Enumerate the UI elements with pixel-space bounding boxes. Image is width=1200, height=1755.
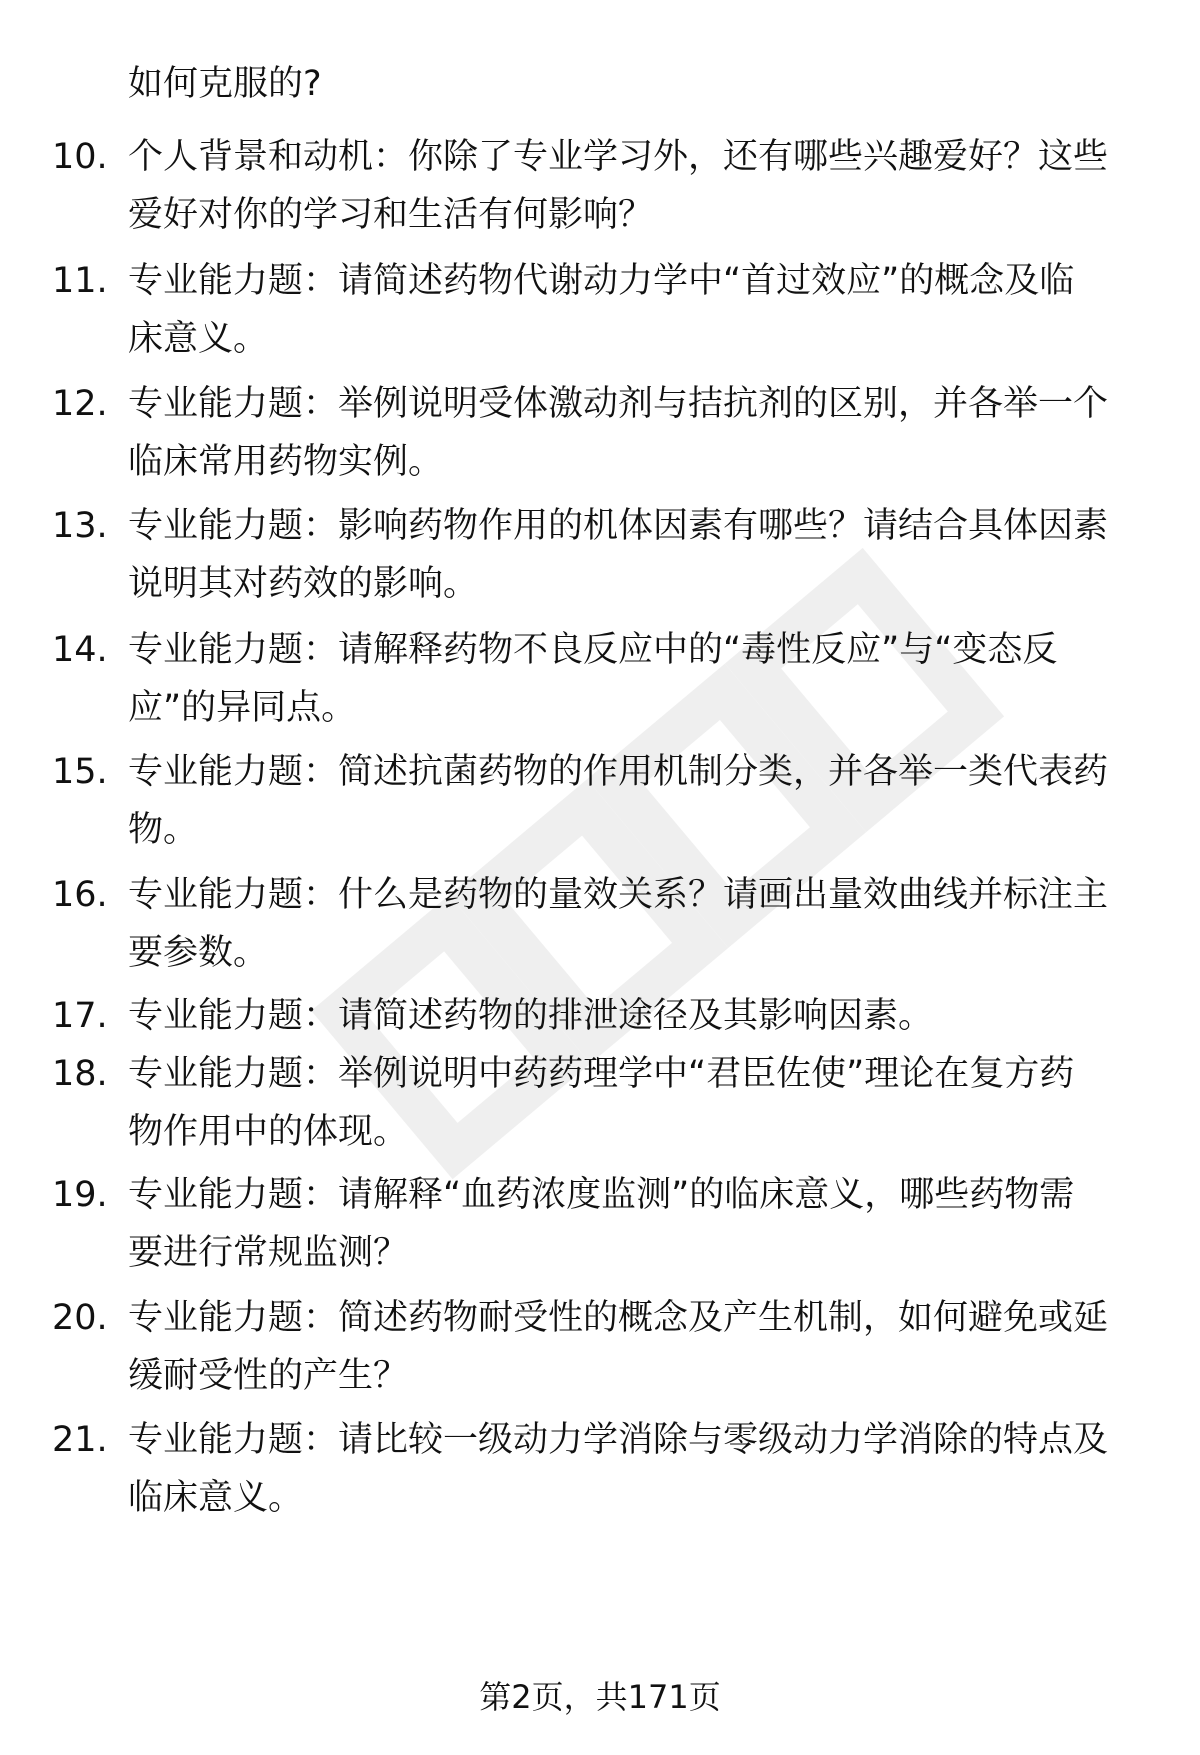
question-text-line: 专业能力题：请解释“血药浓度监测”的临床意义，哪些药物需 — [128, 1175, 1075, 1215]
question-number: 15. — [52, 752, 108, 792]
question-text-line: 专业能力题：请简述药物的排泄途径及其影响因素。 — [128, 996, 934, 1036]
question-text — [128, 1166, 1138, 1282]
question-number: 20. — [52, 1298, 108, 1338]
question-text-line: 个人背景和动机：你除了专业学习外，还有哪些兴趣爱好？这些 — [128, 137, 1109, 177]
question-text — [128, 1411, 1138, 1527]
question-text — [128, 128, 1138, 244]
question-text — [128, 621, 1138, 737]
question-number: 19. — [52, 1175, 108, 1215]
question-text-line: 专业能力题：请简述药物代谢动力学中“首过效应”的概念及临 — [128, 261, 1075, 301]
question-text — [128, 866, 1138, 982]
question-number: 21. — [52, 1420, 108, 1460]
question-text-line: 临床意义。 — [128, 1478, 304, 1518]
question-number: 14. — [52, 630, 108, 670]
question-text-line: 专业能力题：举例说明受体激动剂与拮抗剂的区别，并各举一个 — [128, 384, 1109, 424]
question-text — [128, 497, 1138, 613]
question-text-line: 临床常用药物实例。 — [128, 442, 444, 482]
question-text-line: 专业能力题：简述药物耐受性的概念及产生机制，如何避免或延 — [128, 1298, 1109, 1338]
question-number: 10. — [52, 137, 108, 177]
question-text-line: 物作用中的体现。 — [128, 1112, 409, 1152]
question-number: 12. — [52, 384, 108, 424]
question-number: 16. — [52, 875, 108, 915]
question-text — [128, 1045, 1138, 1161]
question-number: 13. — [52, 506, 108, 546]
question-text-line: 要进行常规监测？ — [128, 1233, 409, 1273]
question-text-line: 专业能力题：影响药物作用的机体因素有哪些？请结合具体因素 — [128, 506, 1109, 546]
question-text — [128, 375, 1138, 491]
question-text-line: 应”的异同点。 — [128, 688, 357, 728]
continuation-text: 如何克服的? — [128, 64, 322, 104]
question-text-line: 专业能力题：什么是药物的量效关系？请画出量效曲线并标注主 — [128, 875, 1109, 915]
question-text-line: 说明其对药效的影响。 — [128, 564, 479, 604]
question-number: 17. — [52, 996, 108, 1036]
question-text — [128, 987, 1138, 1045]
question-text-line: 要参数。 — [128, 933, 269, 973]
question-number: 11. — [52, 261, 108, 301]
question-text-line: 床意义。 — [128, 319, 269, 359]
question-text-line: 爱好对你的学习和生活有何影响？ — [128, 195, 654, 235]
question-text-line: 专业能力题：请比较一级动力学消除与零级动力学消除的特点及 — [128, 1420, 1109, 1460]
question-text-line: 物。 — [128, 810, 199, 850]
question-text — [128, 1289, 1138, 1405]
question-text-line: 专业能力题：简述抗菌药物的作用机制分类，并各举一类代表药 — [128, 752, 1109, 792]
question-text-line: 缓耐受性的产生？ — [128, 1356, 409, 1396]
question-text — [128, 252, 1138, 368]
question-text-line: 专业能力题：请解释药物不良反应中的“毒性反应”与“变态反 — [128, 630, 1058, 670]
question-text — [128, 743, 1138, 859]
question-text-line: 专业能力题：举例说明中药药理学中“君臣佐使”理论在复方药 — [128, 1054, 1075, 1094]
page-footer: 第2页，共171页 — [479, 1678, 721, 1716]
question-number: 18. — [52, 1054, 108, 1094]
